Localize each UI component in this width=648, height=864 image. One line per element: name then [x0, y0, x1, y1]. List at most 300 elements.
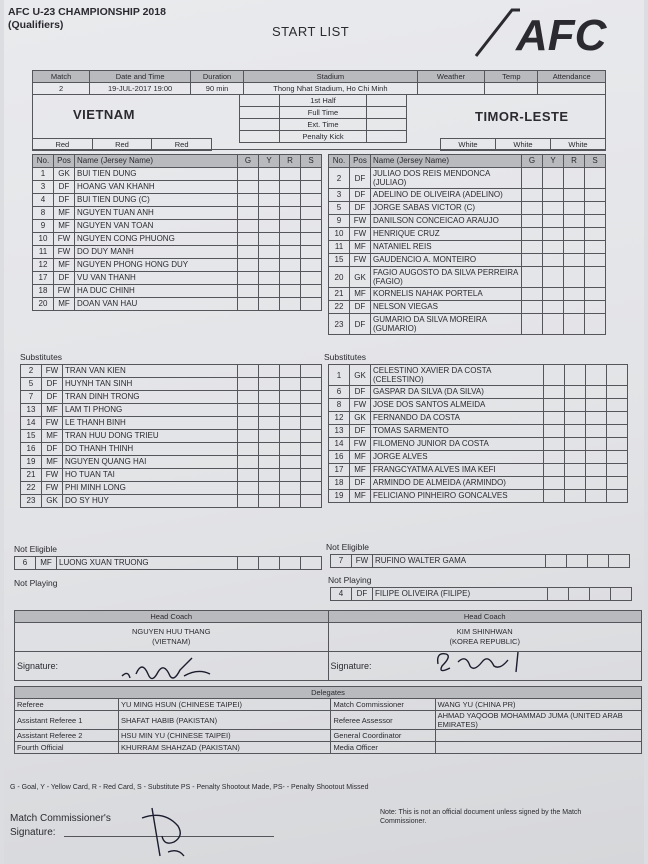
player-row: [21, 495, 322, 508]
match-temp: [485, 83, 538, 95]
player-name: GAUDENCIO A. MONTEIRO: [371, 254, 522, 267]
document-title: START LIST: [272, 24, 350, 39]
player-position: FW: [54, 233, 75, 246]
yellow-card-cell: [565, 365, 586, 386]
substitute-cell: [301, 417, 322, 430]
player-number: 2: [21, 365, 42, 378]
home-head-coach-name: NGUYEN HUU THANG: [131, 627, 211, 636]
player-row: [329, 254, 606, 267]
goal-cell: [522, 228, 543, 241]
player-number: 3: [329, 189, 350, 202]
player-name: BUI TIEN DUNG: [75, 168, 238, 181]
player-position: DF: [350, 314, 371, 335]
temp-label: Temp: [485, 71, 538, 83]
delegate-name: WANG YU (CHINA PR): [435, 699, 641, 711]
substitute-cell: [301, 495, 322, 508]
goal-cell: [238, 557, 259, 570]
red-card-cell: [280, 207, 301, 220]
delegates-header: Delegates: [15, 687, 642, 699]
yellow-card-cell: [543, 267, 564, 288]
player-position: DF: [42, 443, 63, 456]
red-card-cell: [280, 391, 301, 404]
substitute-cell: [301, 246, 322, 259]
substitute-cell: [301, 194, 322, 207]
column-header: Y: [543, 155, 564, 168]
red-card-cell: [280, 469, 301, 482]
player-name: JORGE ALVES: [371, 451, 544, 464]
red-card-cell: [586, 425, 607, 438]
substitute-cell: [607, 399, 628, 412]
player-number: 1: [33, 168, 54, 181]
substitute-cell: [585, 228, 606, 241]
substitute-cell: [301, 233, 322, 246]
player-name: NGUYEN VAN TOAN: [75, 220, 238, 233]
player-number: 20: [33, 298, 54, 311]
goal-cell: [238, 469, 259, 482]
substitute-cell: [301, 259, 322, 272]
player-row: [33, 285, 322, 298]
player-position: MF: [54, 298, 75, 311]
delegate-name: AHMAD YAQOOB MOHAMMAD JUMA (UNITED ARAB EMIRATES): [435, 711, 641, 730]
player-number: 14: [329, 438, 350, 451]
player-number: 4: [33, 194, 54, 207]
away-signature-scribble: [432, 644, 532, 680]
delegate-role: Assistant Referee 2: [15, 730, 119, 742]
player-name: HO TUAN TAI: [63, 469, 238, 482]
competition-name: AFC U-23 CHAMPIONSHIP 2018: [8, 6, 166, 18]
goal-cell: [544, 438, 565, 451]
player-number: 3: [33, 181, 54, 194]
player-position: DF: [350, 189, 371, 202]
player-name: RUFINO WALTER GAMA: [373, 555, 546, 568]
substitute-cell: [301, 430, 322, 443]
goal-cell: [238, 259, 259, 272]
player-name: HA DUC CHINH: [75, 285, 238, 298]
player-name: DO DUY MANH: [75, 246, 238, 259]
player-position: FW: [42, 365, 63, 378]
player-number: 10: [329, 228, 350, 241]
player-row: [329, 288, 606, 301]
substitute-cell: [585, 301, 606, 314]
yellow-card-cell: [543, 228, 564, 241]
player-position: FW: [350, 399, 371, 412]
column-header: Pos: [350, 155, 371, 168]
goal-cell: [238, 246, 259, 259]
player-position: MF: [54, 220, 75, 233]
player-position: MF: [350, 490, 371, 503]
goal-cell: [238, 495, 259, 508]
player-number: 23: [21, 495, 42, 508]
player-name: DO SY HUY: [63, 495, 238, 508]
red-card-cell: [586, 490, 607, 503]
player-position: DF: [42, 391, 63, 404]
away-kit-color: White: [496, 139, 551, 151]
yellow-card-cell: [543, 215, 564, 228]
player-position: GK: [54, 168, 75, 181]
player-number: 6: [329, 386, 350, 399]
yellow-card-cell: [543, 314, 564, 335]
goal-cell: [238, 365, 259, 378]
delegate-row: [15, 699, 642, 711]
away-substitutes-label: Substitutes: [324, 352, 367, 362]
player-position: MF: [42, 430, 63, 443]
yellow-card-cell: [259, 207, 280, 220]
goal-cell: [238, 417, 259, 430]
player-row: [33, 194, 322, 207]
player-position: FW: [350, 228, 371, 241]
yellow-card-cell: [259, 259, 280, 272]
player-row: [331, 588, 632, 601]
yellow-card-cell: [259, 168, 280, 181]
substitute-cell: [301, 404, 322, 417]
player-name: HENRIQUE CRUZ: [371, 228, 522, 241]
match-stadium: Thong Nhat Stadium, Ho Chi Minh: [244, 83, 418, 95]
yellow-card-cell: [259, 456, 280, 469]
red-card-cell: [564, 228, 585, 241]
player-position: FW: [42, 482, 63, 495]
goal-cell: [238, 233, 259, 246]
goal-cell: [522, 189, 543, 202]
player-position: GK: [42, 495, 63, 508]
player-row: [329, 477, 628, 490]
red-card-cell: [564, 215, 585, 228]
goal-cell: [544, 412, 565, 425]
substitute-cell: [301, 469, 322, 482]
player-name: GASPAR DA SILVA (DA SILVA): [371, 386, 544, 399]
player-name: HOANG VAN KHANH: [75, 181, 238, 194]
player-name: BUI TIEN DUNG (C): [75, 194, 238, 207]
player-number: 12: [33, 259, 54, 272]
red-card-cell: [280, 246, 301, 259]
red-card-cell: [590, 588, 611, 601]
red-card-cell: [586, 464, 607, 477]
yellow-card-cell: [543, 254, 564, 267]
date-label: Date and Time: [90, 71, 191, 83]
red-card-cell: [280, 482, 301, 495]
yellow-card-cell: [259, 365, 280, 378]
red-card-cell: [586, 399, 607, 412]
yellow-card-cell: [569, 588, 590, 601]
player-number: 13: [21, 404, 42, 417]
player-row: [21, 391, 322, 404]
player-row: [33, 246, 322, 259]
yellow-card-cell: [259, 482, 280, 495]
legend-text: G - Goal, Y - Yellow Card, R - Red Card, S - Substitute PS - Penalty Shootout Made, PS- - Penalty Shootout Missed: [10, 784, 369, 791]
goal-cell: [522, 288, 543, 301]
yellow-card-cell: [543, 189, 564, 202]
column-header: No.: [33, 155, 54, 168]
player-name: FILIPE OLIVEIRA (FILIPE): [373, 588, 548, 601]
substitute-cell: [301, 443, 322, 456]
away-head-coach-country: (KOREA REPUBLIC): [449, 637, 520, 646]
substitute-cell: [585, 215, 606, 228]
player-row: [329, 425, 628, 438]
player-position: DF: [350, 386, 371, 399]
player-row: [331, 555, 630, 568]
red-card-cell: [280, 430, 301, 443]
red-card-cell: [280, 365, 301, 378]
player-number: 6: [15, 557, 36, 570]
red-card-cell: [564, 288, 585, 301]
goal-cell: [238, 220, 259, 233]
player-row: [329, 490, 628, 503]
substitute-cell: [301, 168, 322, 181]
player-row: [21, 469, 322, 482]
commissioner-signature-label: Match Commissioner's: [10, 813, 111, 824]
red-card-cell: [280, 495, 301, 508]
player-row: [329, 168, 606, 189]
player-row: [21, 378, 322, 391]
yellow-card-cell: [259, 495, 280, 508]
player-name: NGUYEN TUAN ANH: [75, 207, 238, 220]
player-number: 7: [331, 555, 352, 568]
yellow-card-cell: [565, 464, 586, 477]
substitute-cell: [301, 298, 322, 311]
yellow-card-cell: [259, 430, 280, 443]
goal-cell: [544, 464, 565, 477]
red-card-cell: [280, 220, 301, 233]
red-card-cell: [280, 443, 301, 456]
delegate-name: YU MING HSUN (CHINESE TAIPEI): [119, 699, 331, 711]
weather-label: Weather: [417, 71, 485, 83]
yellow-card-cell: [259, 404, 280, 417]
player-number: 23: [329, 314, 350, 335]
delegate-role: Referee Assessor: [331, 711, 435, 730]
goal-cell: [238, 443, 259, 456]
player-name: FRANGCYATMA ALVES IMA KEFI: [371, 464, 544, 477]
player-row: [329, 228, 606, 241]
player-name: NATANIEL REIS: [371, 241, 522, 254]
player-position: MF: [42, 404, 63, 417]
player-number: 18: [33, 285, 54, 298]
player-position: MF: [350, 451, 371, 464]
yellow-card-cell: [259, 469, 280, 482]
player-position: FW: [350, 438, 371, 451]
player-row: [329, 464, 628, 477]
player-number: 8: [33, 207, 54, 220]
substitute-cell: [301, 272, 322, 285]
player-position: GK: [350, 365, 371, 386]
delegate-row: [15, 742, 642, 754]
goal-cell: [544, 451, 565, 464]
player-row: [329, 189, 606, 202]
substitute-cell: [585, 168, 606, 189]
delegate-role: Assistant Referee 1: [15, 711, 119, 730]
player-position: DF: [54, 181, 75, 194]
duration-label: Duration: [191, 71, 244, 83]
substitute-cell: [585, 288, 606, 301]
substitute-cell: [607, 490, 628, 503]
player-position: DF: [350, 477, 371, 490]
yellow-card-cell: [259, 417, 280, 430]
yellow-card-cell: [543, 301, 564, 314]
player-number: 12: [329, 412, 350, 425]
player-number: 15: [21, 430, 42, 443]
player-position: MF: [350, 241, 371, 254]
red-card-cell: [280, 272, 301, 285]
player-number: 1: [329, 365, 350, 386]
player-position: DF: [350, 202, 371, 215]
red-card-cell: [280, 285, 301, 298]
commissioner-signature-scribble: [134, 800, 194, 862]
goal-cell: [544, 399, 565, 412]
red-card-cell: [586, 438, 607, 451]
away-not-playing-table: [330, 587, 632, 601]
column-header: G: [238, 155, 259, 168]
player-number: 5: [329, 202, 350, 215]
player-position: FW: [352, 555, 373, 568]
player-position: MF: [36, 557, 57, 570]
player-row: [329, 301, 606, 314]
red-card-cell: [280, 404, 301, 417]
yellow-card-cell: [259, 285, 280, 298]
red-card-cell: [280, 557, 301, 570]
substitute-cell: [585, 314, 606, 335]
stadium-label: Stadium: [244, 71, 418, 83]
home-kit-colors: [32, 138, 212, 151]
player-name: JOSE DOS SANTOS ALMEIDA: [371, 399, 544, 412]
player-row: [329, 365, 628, 386]
player-row: [21, 417, 322, 430]
official-note: Note: This is not an official document unless signed by the Match Commissioner.: [380, 809, 582, 825]
player-number: 21: [21, 469, 42, 482]
yellow-card-cell: [259, 391, 280, 404]
column-header: Name (Jersey Name): [371, 155, 522, 168]
player-name: JORGE SABAS VICTOR (C): [371, 202, 522, 215]
player-name: CELESTINO XAVIER DA COSTA (CELESTINO): [371, 365, 544, 386]
match-number: 2: [33, 83, 90, 95]
away-kit-color: White: [551, 139, 606, 151]
delegate-name: HSU MIN YU (CHINESE TAIPEI): [119, 730, 331, 742]
player-row: [21, 404, 322, 417]
player-row: [329, 386, 628, 399]
substitute-cell: [585, 254, 606, 267]
yellow-card-cell: [259, 378, 280, 391]
yellow-card-cell: [565, 438, 586, 451]
yellow-card-cell: [259, 194, 280, 207]
player-name: JULIAO DOS REIS MENDONCA (JULIAO): [371, 168, 522, 189]
red-card-cell: [564, 241, 585, 254]
home-head-coach-label: Head Coach: [15, 611, 329, 623]
period-penalty-kick: Penalty Kick: [279, 131, 367, 143]
player-number: 17: [329, 464, 350, 477]
yellow-card-cell: [259, 557, 280, 570]
away-kit-colors: [440, 138, 606, 151]
yellow-card-cell: [259, 246, 280, 259]
goal-cell: [238, 456, 259, 469]
home-head-coach: [15, 623, 329, 652]
away-not-eligible-table: [330, 554, 630, 568]
substitute-cell: [301, 482, 322, 495]
player-name: TRAN HUU DONG TRIEU: [63, 430, 238, 443]
player-position: MF: [350, 464, 371, 477]
player-row: [329, 267, 606, 288]
away-not-playing-label: Not Playing: [328, 575, 372, 585]
substitute-cell: [301, 557, 322, 570]
player-name: TRAN VAN KIEN: [63, 365, 238, 378]
player-name: NGUYEN PHONG HONG DUY: [75, 259, 238, 272]
player-number: 16: [329, 451, 350, 464]
player-number: 18: [329, 477, 350, 490]
player-number: 9: [329, 215, 350, 228]
yellow-card-cell: [543, 168, 564, 189]
player-row: [15, 557, 322, 570]
red-card-cell: [280, 168, 301, 181]
away-head-coach-label: Head Coach: [328, 611, 642, 623]
start-list-document: [4, 0, 644, 864]
goal-cell: [522, 215, 543, 228]
match-info-table: [32, 70, 606, 95]
player-position: GK: [350, 412, 371, 425]
delegate-name: [435, 742, 641, 754]
home-not-playing-label: Not Playing: [14, 578, 58, 588]
red-card-cell: [586, 412, 607, 425]
period-full-time: Full Time: [279, 107, 367, 119]
yellow-card-cell: [567, 555, 588, 568]
player-position: DF: [350, 168, 371, 189]
goal-cell: [522, 254, 543, 267]
goal-cell: [238, 207, 259, 220]
player-position: FW: [42, 469, 63, 482]
yellow-card-cell: [259, 233, 280, 246]
player-name: LUONG XUAN TRUONG: [57, 557, 238, 570]
goal-cell: [544, 477, 565, 490]
yellow-card-cell: [259, 443, 280, 456]
player-row: [329, 399, 628, 412]
red-card-cell: [564, 189, 585, 202]
player-position: MF: [42, 456, 63, 469]
substitute-cell: [607, 451, 628, 464]
match-label: Match: [33, 71, 90, 83]
player-row: [33, 233, 322, 246]
goal-cell: [548, 588, 569, 601]
substitute-cell: [607, 412, 628, 425]
player-name: LAM TI PHONG: [63, 404, 238, 417]
player-row: [21, 430, 322, 443]
match-attendance: [538, 83, 606, 95]
substitute-cell: [609, 555, 630, 568]
competition-stage: (Qualifiers): [8, 19, 64, 31]
column-header: Name (Jersey Name): [75, 155, 238, 168]
yellow-card-cell: [565, 425, 586, 438]
red-card-cell: [280, 378, 301, 391]
player-row: [329, 241, 606, 254]
goal-cell: [522, 301, 543, 314]
player-number: 7: [21, 391, 42, 404]
player-number: 20: [329, 267, 350, 288]
substitute-cell: [607, 438, 628, 451]
player-number: 15: [329, 254, 350, 267]
player-name: NGUYEN CONG PHUONG: [75, 233, 238, 246]
player-name: FAGIO AUGOSTO DA SILVA PERREIRA (FAGIO): [371, 267, 522, 288]
player-row: [33, 259, 322, 272]
player-row: [33, 220, 322, 233]
away-starters-table: [328, 154, 606, 335]
home-starters-table: [32, 154, 322, 311]
delegate-role: General Coordinator: [331, 730, 435, 742]
substitute-cell: [585, 267, 606, 288]
column-header: R: [280, 155, 301, 168]
delegate-row: [15, 711, 642, 730]
substitute-cell: [301, 181, 322, 194]
goal-cell: [522, 267, 543, 288]
goal-cell: [238, 391, 259, 404]
substitute-cell: [301, 391, 322, 404]
red-card-cell: [564, 202, 585, 215]
goal-cell: [238, 298, 259, 311]
substitute-cell: [585, 202, 606, 215]
away-team-name: TIMOR-LESTE: [475, 109, 569, 124]
